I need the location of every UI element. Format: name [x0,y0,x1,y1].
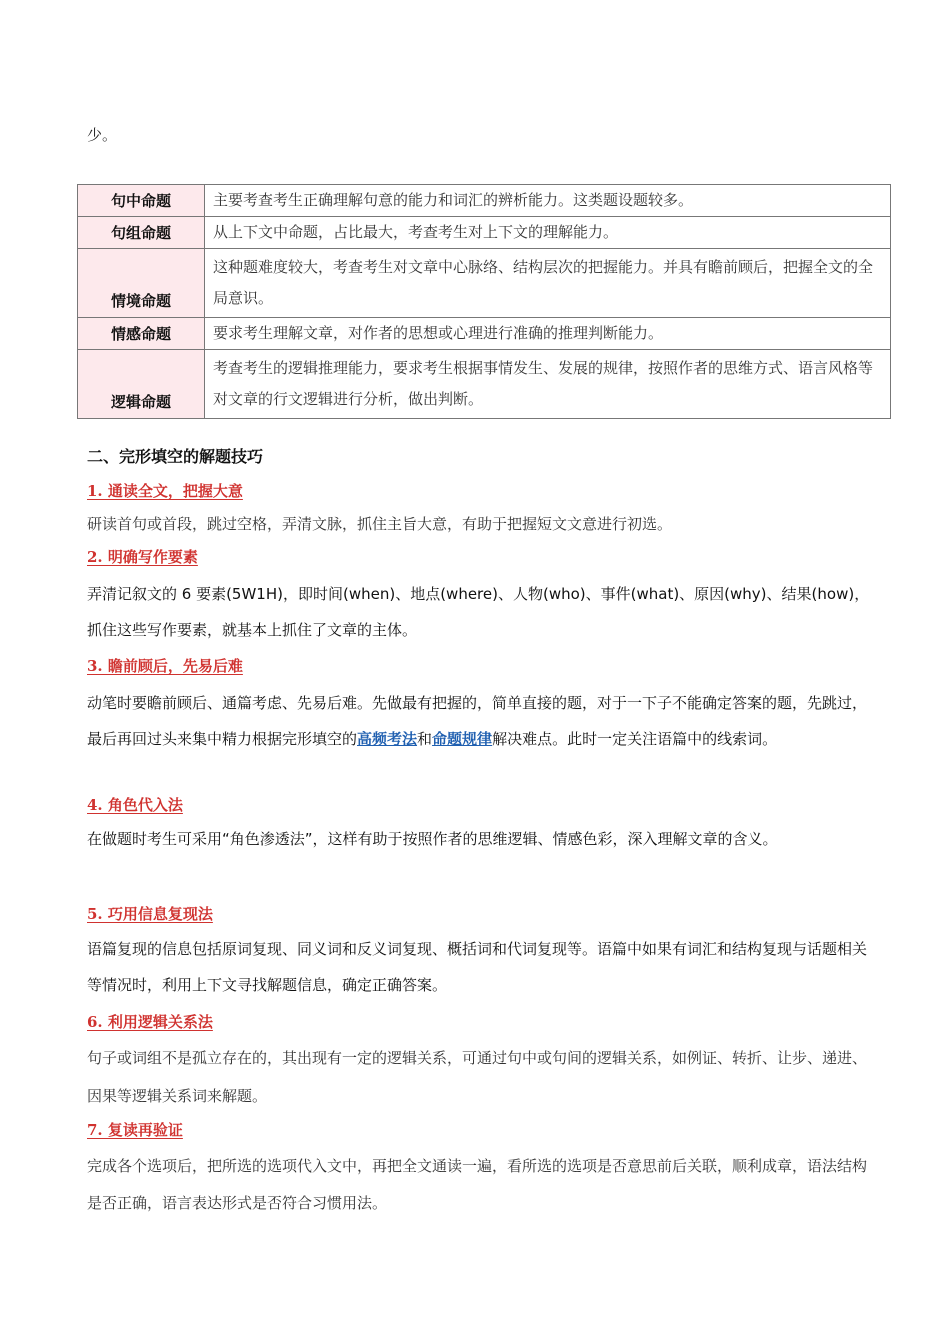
tip-body-text: 动笔时要瞻前顾后、通篇考虑、先易后难。先做最有把握的，简单直接的题，对于一下子不能确定答案的题，先跳过，最后再回过头来集中精力根据完形填空的 [87,694,868,748]
question-type-cell: 情境命题 [78,249,205,318]
question-type-cell: 逻辑命题 [78,350,205,419]
question-desc-cell: 从上下文中命题，占比最大，考查考生对上下文的理解能力。 [205,217,891,249]
table-row [78,249,891,318]
question-desc-cell: 这种题难度较大，考查考生对文章中心脉络、结构层次的把握能力。并具有瞻前顾后，把握全文的全局意识。 [205,249,891,318]
section-title: 二、完形填空的解题技巧 [87,447,264,466]
tip-body: 弄清记叙文的 6 要素(5W1H)，即时间(when)、地点(where)、人物(who)、事件(what)、原因(why)、结果(how)，抓住这些写作要素，就基本上抓住了文章的主体。 [87,585,870,639]
high-frequency-method-link[interactable]: 高频考法 [357,730,418,748]
question-type-cell: 情感命题 [78,318,205,350]
tip-body: 句子或词组不是孤立存在的，其出现有一定的逻辑关系，可通过句中或句间的逻辑关系，如例证、转折、让步、递进、因果等逻辑关系词来解题。 [87,1049,868,1105]
tip-heading: 6. 利用逻辑关系法 [87,1013,213,1031]
question-type-cell: 句中命题 [78,185,205,217]
tip-body-text: 解决难点。此时一定关注语篇中的线索词。 [492,730,778,748]
tip-body: 语篇复现的信息包括原词复现、同义词和反义词复现、概括词和代词复现等。语篇中如果有词汇和结构复现与话题相关等情况时，利用上下文寻找解题信息，确定正确答案。 [87,940,868,994]
tip-body [87,685,877,757]
table-row [78,350,891,419]
question-desc-cell: 要求考生理解文章，对作者的思想或心理进行准确的推理判断能力。 [205,318,891,350]
question-desc-cell: 考查考生的逻辑推理能力，要求考生根据事情发生、发展的规律，按照作者的思维方式、语言风格等对文章的行文逻辑进行分析，做出判断。 [205,350,891,419]
tip-heading: 4. 角色代入法 [87,796,183,814]
tip-heading: 2. 明确写作要素 [87,548,198,566]
continued-text: 少。 [87,126,118,144]
tip-heading: 5. 巧用信息复现法 [87,905,213,923]
question-pattern-link[interactable]: 命题规律 [432,730,493,748]
tip-body: 在做题时考生可采用“角色渗透法”，这样有助于按照作者的思维逻辑、情感色彩，深入理解文章的含义。 [87,830,778,848]
question-desc-cell: 主要考查考生正确理解句意的能力和词汇的辨析能力。这类题设题较多。 [205,185,891,217]
tip-heading: 7. 复读再验证 [87,1121,183,1139]
question-type-table [77,184,891,419]
table-row [78,318,891,350]
table-row [78,185,891,217]
tip-heading: 3. 瞻前顾后，先易后难 [87,657,243,675]
question-type-cell: 句组命题 [78,217,205,249]
tip-heading: 1. 通读全文，把握大意 [87,482,243,500]
tip-body: 研读首句或首段，跳过空格，弄清文脉，抓住主旨大意，有助于把握短文文意进行初选。 [87,515,673,533]
conjunction-text: 和 [417,730,433,748]
tip-body: 完成各个选项后，把所选的选项代入文中，再把全文通读一遍，看所选的选项是否意思前后关联，顺利成章，语法结构是否正确，语言表达形式是否符合习惯用法。 [87,1157,868,1212]
table-row [78,217,891,249]
